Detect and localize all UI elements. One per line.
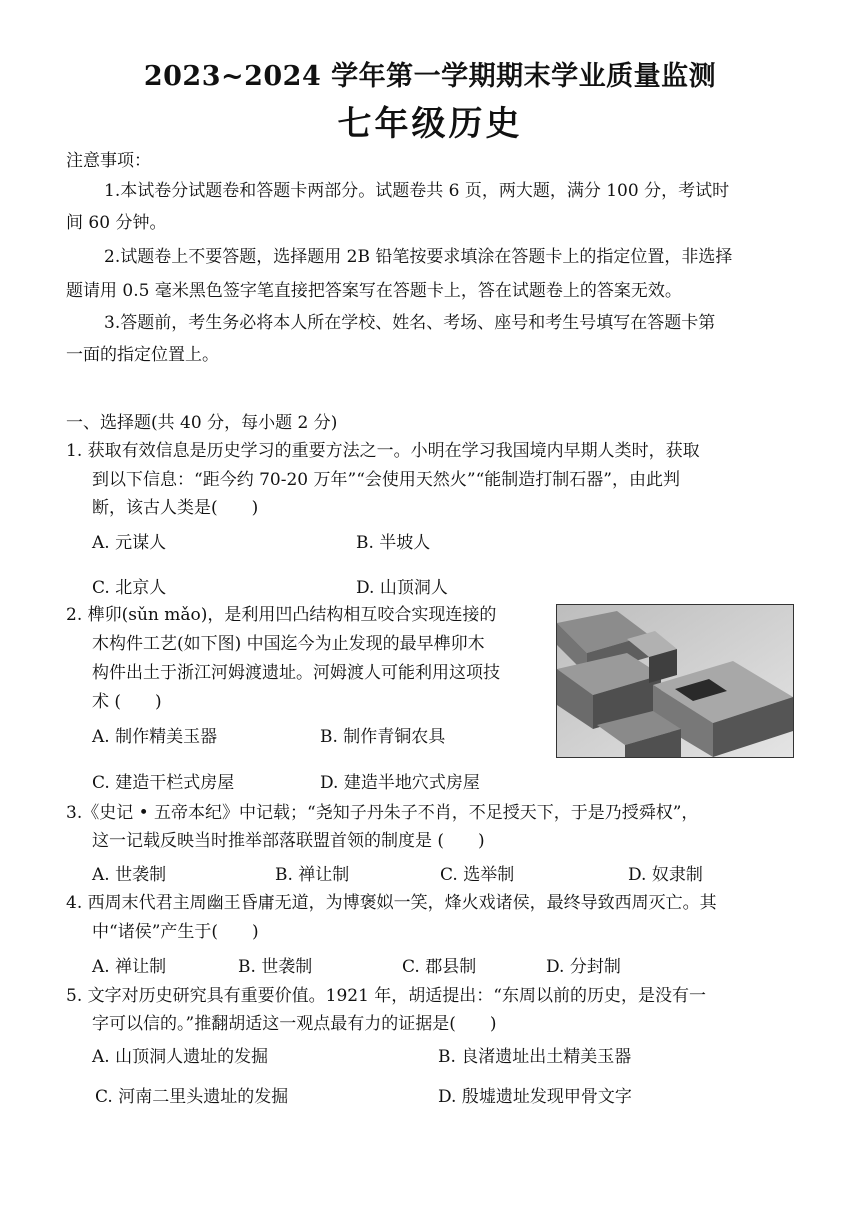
question-2-line: 构件出土于浙江河姆渡遗址。河姆渡人可能利用这项技 [92,663,500,683]
question-3-option-a: A. 世袭制 [92,865,167,885]
notice-line: 间 60 分钟。 [66,213,167,233]
question-3-line: 3.《史记 • 五帝本纪》中记载；“尧知子丹朱子不肖，不足授天下，于是乃授舜权”， [66,803,699,823]
question-5-line: 字可以信的。”推翻胡适这一观点最有力的证据是( ) [92,1014,497,1034]
question-4-option-d: D. 分封制 [546,957,621,977]
question-3-option-b: B. 禅让制 [275,865,350,885]
question-1-option-d: D. 山顶洞人 [356,578,448,598]
notice-line: 一面的指定位置上。 [66,345,219,365]
section-heading: 一、选择题(共 40 分，每小题 2 分) [66,413,338,433]
question-2-line: 2. 榫卯(sǔn mǎo)，是利用凹凸结构相互咬合实现连接的 [66,605,497,625]
notice-line: 3.答题前，考生务必将本人所在学校、姓名、考场、座号和考生号填写在答题卡第 [104,313,716,333]
question-4-option-b: B. 世袭制 [238,957,313,977]
question-1-line: 1. 获取有效信息是历史学习的重要方法之一。小明在学习我国境内早期人类时，获取 [66,441,700,461]
question-1-option-c: C. 北京人 [92,578,167,598]
question-2-option-a: A. 制作精美玉器 [92,727,218,747]
question-2-line: 术 ( ) [92,692,162,712]
exam-title: 2023~2024 学年第一学期期末学业质量监测 [143,61,717,92]
exam-subtitle: 七年级历史 [337,104,523,144]
question-2-option-c: C. 建造干栏式房屋 [92,773,235,793]
question-1-line: 到以下信息：“距今约 70-20 万年”“会使用天然火”“能制造打制石器”，由此判 [92,470,680,490]
question-2-line: 木构件工艺(如下图) 中国迄今为止发现的最早榫卯木 [92,634,485,654]
question-1-line: 断，该古人类是( ) [92,498,259,518]
question-1-option-b: B. 半坡人 [356,533,431,553]
question-3-option-c: C. 选举制 [440,865,515,885]
question-2-option-b: B. 制作青铜农具 [320,727,446,747]
question-2-option-d: D. 建造半地穴式房屋 [320,773,480,793]
question-4-option-c: C. 郡县制 [402,957,477,977]
question-5-option-b: B. 良渚遗址出土精美玉器 [438,1047,632,1067]
notice-line: 2.试题卷上不要答题，选择题用 2B 铅笔按要求填涂在答题卡上的指定位置，非选择 [104,247,733,267]
notice-heading: 注意事项： [66,151,151,171]
question-4-option-a: A. 禅让制 [92,957,167,977]
question-1-option-a: A. 元谋人 [92,533,167,553]
question-5-line: 5. 文字对历史研究具有重要价值。1921 年，胡适提出：“东周以前的历史，是没有一 [66,986,706,1006]
question-4-line: 中“诸侯”产生于( ) [92,922,259,942]
notice-line: 题请用 0.5 毫米黑色签字笔直接把答案写在答题卡上，答在试题卷上的答案无效。 [66,281,682,301]
question-5-option-a: A. 山顶洞人遗址的发掘 [92,1047,269,1067]
question-5-option-d: D. 殷墟遗址发现甲骨文字 [438,1087,632,1107]
question-4-line: 4. 西周末代君主周幽王昏庸无道，为博褒姒一笑，烽火戏诸侯，最终导致西周灭亡。其 [66,893,717,913]
question-3-line: 这一记载反映当时推举部落联盟首领的制度是 ( ) [92,831,485,851]
question-5-option-c: C. 河南二里头遗址的发掘 [95,1087,289,1107]
notice-line: 1.本试卷分试题卷和答题卡两部分。试题卷共 6 页，两大题，满分 100 分，考试时 [104,181,730,201]
question-3-option-d: D. 奴隶制 [628,865,703,885]
mortise-tenon-photo [556,604,794,758]
